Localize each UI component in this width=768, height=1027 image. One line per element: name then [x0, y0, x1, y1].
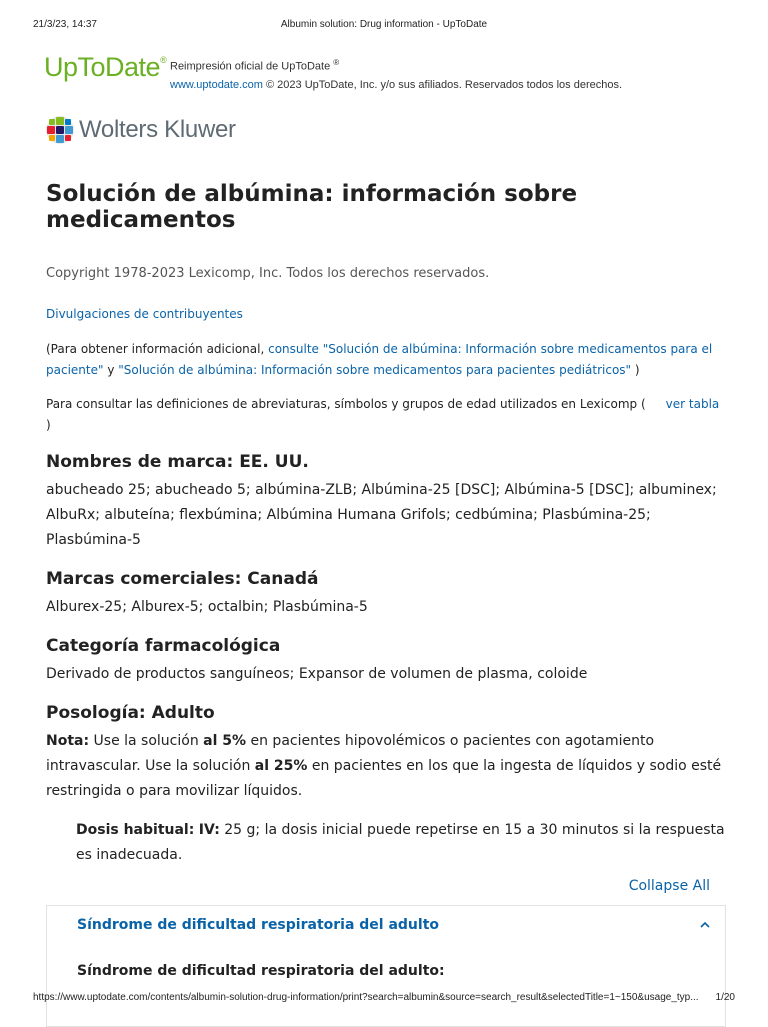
usual-dose	[76, 818, 726, 868]
print-url: https://www.uptodate.com/contents/albumin-solution-drug-information/print?search=albumin&source=search_result&selectedTitle=1~150&usage_typ...	[33, 992, 699, 1003]
note-bold-2: al 25%	[254, 758, 308, 774]
view-table-link[interactable]: ver tabla	[665, 397, 720, 411]
page-number: 1/20	[715, 992, 735, 1003]
reprint-text: Reimpresión oficial de UpToDate	[170, 60, 331, 73]
usual-dose-route: IV:	[198, 822, 220, 838]
note-text-3: en pacientes en los que la ingesta de líquidos y sodio esté restringida o para movilizar líquidos.	[46, 758, 722, 799]
wolters-kluwer-text: Wolters Kluwer	[79, 116, 236, 143]
collapse-row	[46, 876, 710, 896]
abbreviations-suffix: )	[46, 418, 51, 432]
section-heading-pharm-category: Categoría farmacológica	[46, 636, 281, 656]
accordion-header[interactable]	[77, 906, 711, 944]
additional-info	[46, 339, 726, 381]
abbreviations-text: Para consultar las definiciones de abreviaturas, símbolos y grupos de edad utilizados en Lexicomp (	[46, 397, 646, 411]
wolters-kluwer-emblem-icon	[45, 115, 75, 145]
print-doc-title: Albumin solution: Drug information - UpToDate	[280, 19, 488, 30]
note-label: Nota:	[46, 733, 90, 749]
reprint-registered-mark: ®	[333, 58, 340, 67]
uptodate-site-link[interactable]: www.uptodate.com	[170, 78, 263, 91]
contributor-disclosures-link[interactable]: Divulgaciones de contribuyentes	[46, 307, 243, 321]
rights-text: © 2023 UpToDate, Inc. y/o sus afiliados. Reservados todos los derechos.	[266, 78, 623, 91]
dosing-note	[46, 729, 726, 804]
print-header	[0, 19, 768, 33]
uptodate-logo-text: UpToDate	[44, 52, 161, 82]
accordion-body-heading: Síndrome de dificultad respiratoria del adulto:	[77, 963, 445, 979]
note-text-2: en pacientes hipovolémicos o pacientes con agotamiento intravascular. Use la solución	[46, 733, 655, 774]
section-heading-us-brands: Nombres de marca: EE. UU.	[46, 452, 309, 472]
section-heading-canada-brands: Marcas comerciales: Canadá	[46, 569, 319, 589]
usual-dose-label: Dosis habitual:	[76, 822, 195, 838]
note-text-1: Use la solución	[93, 733, 199, 749]
abbreviations-note	[46, 394, 726, 436]
wolters-kluwer-logo	[45, 113, 236, 147]
main-content	[46, 264, 726, 1027]
pediatric-info-link[interactable]: "Solución de albúmina: Información sobre medicamentos para pacientes pediátricos"	[118, 363, 632, 377]
print-footer	[0, 992, 768, 1006]
section-heading-dosing-adult: Posología: Adulto	[46, 703, 215, 723]
reprint-notice	[170, 54, 622, 94]
patient-info-link[interactable]: consulte "Solución de albúmina: Información sobre medicamentos para el paciente"	[46, 342, 713, 377]
page-title: Solución de albúmina: información sobre medicamentos	[46, 181, 578, 233]
contributor-disclosures	[46, 304, 726, 325]
copyright-text: Copyright 1978-2023 Lexicomp, Inc. Todos los derechos reservados.	[46, 266, 490, 281]
us-brands-text: abucheado 25; abucheado 5; albúmina-ZLB; Albúmina-25 [DSC]; Albúmina-5 [DSC]; albuminex; AlbuRx; albuteína; flexbúmina; Albúmina Humana Grifols; cedbúmina; Plasbúmina-25; Plasbúmina-5	[46, 482, 717, 548]
accordion-ards	[46, 905, 726, 1027]
usual-dose-text: 25 g; la dosis inicial puede repetirse en 15 a 30 minutos si la respuesta es inadecuada.	[76, 822, 725, 863]
pharm-category-text: Derivado de productos sanguíneos; Expansor de volumen de plasma, coloide	[46, 666, 588, 682]
note-bold-1: al 5%	[203, 733, 247, 749]
chevron-up-icon[interactable]	[699, 921, 711, 929]
accordion-title: Síndrome de dificultad respiratoria del adulto	[77, 917, 440, 933]
collapse-all-button[interactable]: Collapse All	[628, 878, 710, 894]
canada-brands-text: Alburex-25; Alburex-5; octalbin; Plasbúmina-5	[46, 599, 368, 615]
registered-mark: ®	[160, 55, 167, 65]
additional-info-prefix: (Para obtener información adicional,	[46, 342, 265, 356]
additional-info-suffix: )	[634, 363, 640, 377]
additional-info-connector: y	[107, 363, 115, 377]
print-datetime: 21/3/23, 14:37	[33, 19, 97, 30]
uptodate-logo[interactable]	[44, 52, 166, 83]
